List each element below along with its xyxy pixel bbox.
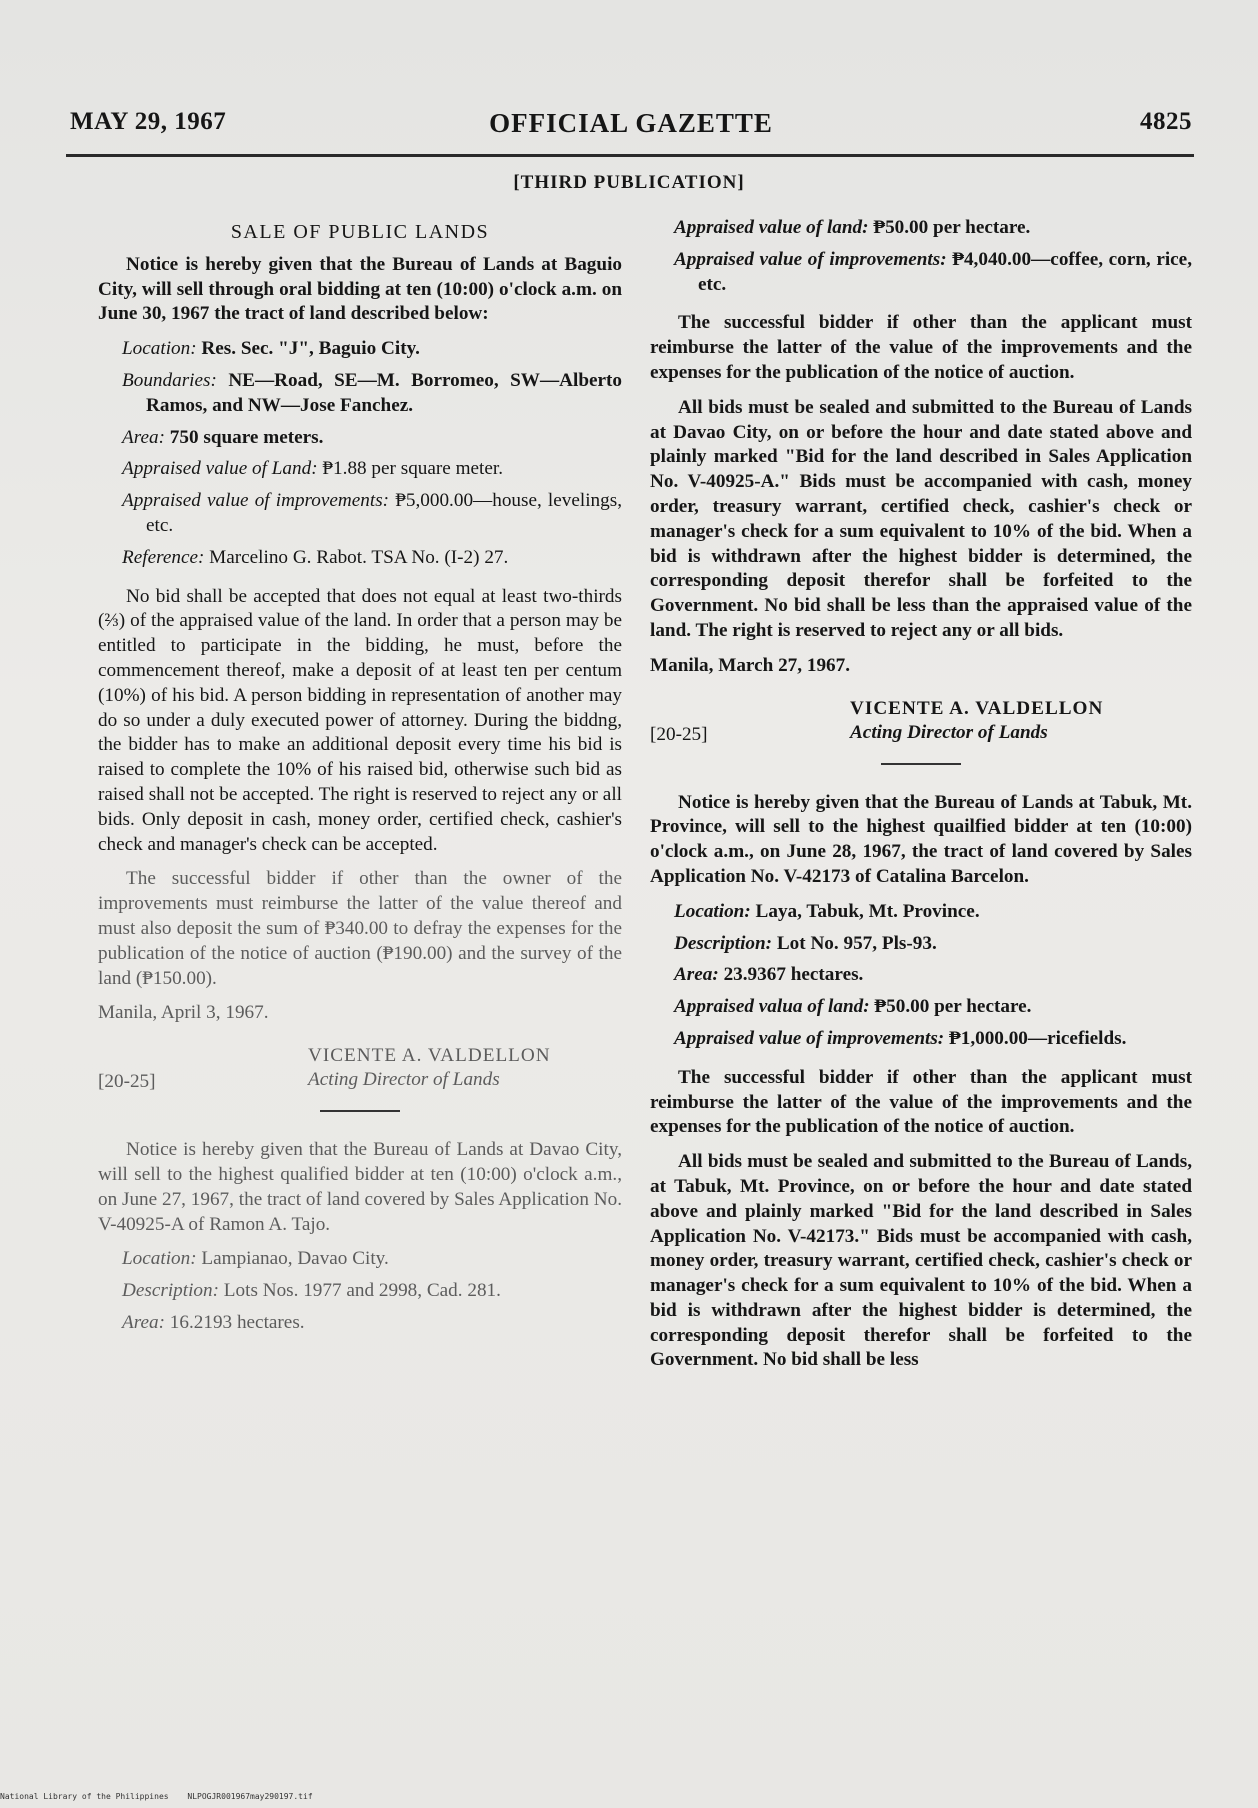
item-location [98, 337, 622, 362]
item-value: 16.2193 hectares. [169, 1311, 305, 1333]
section-divider [881, 763, 961, 765]
item-land-value [650, 216, 1192, 241]
page-header [70, 108, 1192, 148]
notice3-item-improvements-value [650, 1027, 1192, 1052]
item-value: 750 square meters. [169, 426, 324, 448]
item-label: Location: [122, 338, 197, 360]
signature-ref: [20-25] [650, 723, 708, 745]
item-label: Area: [122, 1311, 165, 1333]
notice3-item-description [650, 932, 1192, 957]
successful-bidder-paragraph: The successful bidder if other than the applicant must reimburse the latter of the value of the improvements and the expenses for the publication of the notice of auction. [650, 312, 1192, 383]
item-value: Laya, Tabuk, Mt. Province. [755, 900, 980, 922]
item-area [98, 426, 622, 451]
item-label: Location: [122, 1248, 197, 1270]
item-value: Lot No. 957, Pls-93. [776, 932, 937, 954]
section-heading: SALE OF PUBLIC LANDS [230, 221, 490, 243]
notice3-intro: Notice is hereby given that the Bureau of Lands at Tabuk, Mt. Province, will sell to the highest quailfied bidder at ten (10:00) o'clock a.m., on June 28, 1967, the tract of land covered by Sales Application No. V-42173 of Catalina Barcelon. [650, 791, 1192, 887]
right-column [650, 216, 1192, 1383]
signature-ref: [20-25] [98, 1071, 156, 1093]
item-improvements-value [650, 248, 1192, 298]
item-value: 23.9367 hectares. [723, 964, 864, 986]
notice3-item-land-value [650, 995, 1192, 1020]
section-divider [320, 1110, 400, 1112]
sealed-bids-paragraph: All bids must be sealed and submitted to the Bureau of Lands at Davao City, on or before the hour and date stated above and plainly marked "Bid for the land described in Sales Application No. V-40925-A." Bids must be accompanied with cash, money order, treasury warrant, certified check, cashier's check or manager's check for a sum equivalent to 10% of the bid. When a bid is withdrawn after the highest bidder is determined, the corresponding deposit therefor shall be forfeited to the Government. No bid shall be less than the appraised value of the land. The right is reserved to reject any or all bids. [650, 396, 1192, 641]
header-date: MAY 29, 1967 [70, 108, 227, 135]
left-column [98, 206, 622, 1343]
signature-title: Acting Director of Lands [850, 721, 1048, 743]
item-value: ₱50.00 per hectare. [873, 217, 1031, 238]
item-land-value [98, 457, 622, 482]
signature-name: VICENTE A. VALDELLON [308, 1045, 551, 1067]
item-label: Description: [674, 932, 773, 954]
header-page-number: 4825 [1140, 108, 1192, 135]
item-improvements-value [98, 489, 622, 539]
footer-library: National Library of the Philippines [0, 1792, 169, 1801]
signature-title: Acting Director of Lands [308, 1069, 500, 1091]
place-date: Manila, April 3, 1967. [98, 1002, 269, 1024]
item-value: ₱50.00 per hectare. [874, 996, 1032, 1018]
signature-block [650, 693, 1192, 749]
item-value: Lots Nos. 1977 and 2998, Cad. 281. [223, 1280, 501, 1302]
item-value: Lampianao, Davao City. [201, 1248, 389, 1270]
item-value: ₱4,040.00—coffee, corn, rice, etc. [698, 248, 1192, 295]
item-label: Appraised value of improvements: [122, 490, 390, 512]
header-title: OFFICIAL GAZETTE [489, 108, 773, 138]
signature-block [98, 1040, 622, 1096]
notice3-successful-bidder-paragraph: The successful bidder if other than the applicant must reimburse the latter of the value of the improvements and the expenses for the publication of the notice of auction. [650, 1066, 1192, 1138]
item-label: Appraised value of Land: [122, 458, 318, 480]
item-value: NE—Road, SE—M. Borromeo, SW—Alberto Ramos, and NW—Jose Fanchez. [146, 369, 623, 416]
header-rule [66, 154, 1194, 157]
item-boundaries [98, 369, 622, 419]
notice2-item-location [98, 1247, 622, 1272]
item-value: ₱5,000.00—house, levelings, etc. [146, 490, 623, 536]
item-label: Area: [674, 964, 719, 986]
notice2-item-area [98, 1311, 622, 1336]
item-label: Description: [122, 1280, 219, 1302]
item-value: Res. Sec. "J", Baguio City. [201, 338, 420, 360]
notice-intro: Notice is hereby given that the Bureau of Lands at Baguio City, will sell through oral bidding at ten (10:00) o'clock a.m. on June 30, 1967 the tract of land described below: [98, 253, 622, 325]
notice3-item-location [650, 900, 1192, 925]
item-label: Appraised value of improvements: [674, 1027, 945, 1049]
successful-bidder-paragraph: The successful bidder if other than the owner of the improvements must reimburse the latter of the value thereof and must also deposit the sum of ₱340.00 to defray the expenses for the publication of the notice of auction (₱190.00) and the survey of the land (₱150.00). [98, 868, 622, 989]
publication-note: [THIRD PUBLICATION] [513, 172, 745, 193]
item-label: Reference: [122, 546, 205, 568]
item-label: Boundaries: [122, 369, 217, 391]
notice3-item-area [650, 963, 1192, 988]
item-value: ₱1,000.00—ricefields. [949, 1027, 1127, 1049]
scan-footer [0, 1792, 327, 1801]
notice2-intro: Notice is hereby given that the Bureau of Lands at Davao City, will sell to the highest qualified bidder at ten (10:00) o'clock a.m., on June 27, 1967, the tract of land covered by Sales Application No. V-40925-A of Ramon A. Tajo. [98, 1139, 622, 1235]
item-value: Marcelino G. Rabot. TSA No. (I-2) 27. [209, 546, 509, 568]
item-label: Appraised value of improvements: [674, 248, 947, 270]
item-value: ₱1.88 per square meter. [322, 458, 504, 480]
place-date: Manila, March 27, 1967. [650, 654, 851, 676]
item-label: Area: [122, 426, 165, 448]
notice2-item-description [98, 1279, 622, 1304]
bidding-rules-paragraph: No bid shall be accepted that does not equal at least two-thirds (⅔) of the appraised value of the land. In order that a person may be entitled to participate in the bidding, he must, before the commencement thereof, make a deposit of at least ten per centum (10%) of his bid. A person bidding in representation of another may do so under a duly executed power of attorney. During the biddng, the bidder has to make an additional deposit every time his bid is raised to complete the 10% of his raised bid, otherwise such bid as raised shall not be accepted. The right is reserved to reject any or all bids. Only deposit in cash, money order, certified check, cashier's check and manager's check can be accepted. [98, 585, 622, 855]
footer-file: NLPOGJR001967may290197.tif [187, 1792, 313, 1801]
signature-name: VICENTE A. VALDELLON [850, 697, 1104, 719]
item-reference [98, 546, 622, 571]
item-label: Location: [674, 900, 751, 922]
item-label: Appraised value of land: [674, 217, 869, 238]
item-label: Appraised valua of land: [674, 996, 870, 1018]
notice3-sealed-bids-paragraph: All bids must be sealed and submitted to the Bureau of Lands, at Tabuk, Mt. Province, on or before the hour and date stated above and plainly marked "Bid for the land described in Sales Application No. V-42173." Bids must be accompanied with cash, money order, treasury warrant, certified check, cashier's check or manager's check for a sum equivalent to 10% of the bid. When a bid is withdrawn after the highest bidder is determined, the corresponding deposit therefor shall be forfeited to the Government. No bid shall be less [650, 1151, 1192, 1371]
